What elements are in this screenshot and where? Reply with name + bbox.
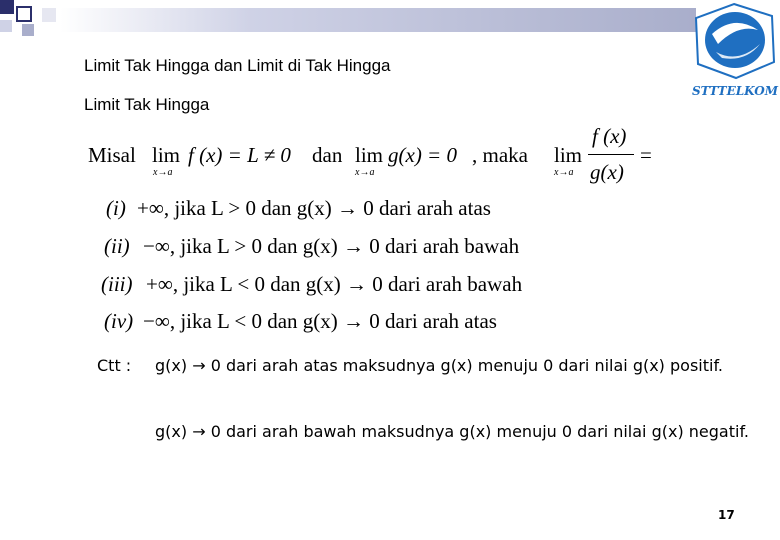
page-title: Limit Tak Hingga dan Limit di Tak Hingga [84, 56, 391, 75]
note-item: g(x) → 0 dari arah atas maksudnya g(x) menuju 0 dari nilai g(x) positif. [155, 356, 724, 375]
formula-frac-num: f (x) [592, 124, 627, 148]
notes-label: Ctt : [97, 356, 132, 375]
logo-text: STTTELKOM [692, 84, 779, 98]
case-text: −∞, jika L < 0 dan g(x) → 0 dari arah atas [143, 309, 497, 333]
decor-square [0, 0, 14, 14]
case-text: +∞, jika L > 0 dan g(x) → 0 dari arah atas [137, 196, 491, 220]
case-label: (iii) [101, 272, 133, 296]
decor-square [42, 8, 56, 22]
case-text: +∞, jika L < 0 dan g(x) → 0 dari arah bawah [146, 272, 523, 296]
sttelkom-logo [688, 0, 780, 104]
formula-gx-0: g(x) = 0 [388, 143, 457, 167]
formula-dan: dan [312, 143, 343, 167]
fraction-line [588, 154, 634, 155]
case-label: (i) [106, 196, 126, 220]
formula-misal: Misal [88, 143, 136, 167]
decor-square [16, 6, 32, 22]
decor-square [22, 24, 34, 36]
decor-square [0, 20, 12, 32]
formula-lim-2: lim [355, 143, 384, 167]
formula-lim-1: lim [152, 143, 181, 167]
page-number: 17 [718, 508, 735, 522]
formula-sub-2: x→a [355, 167, 375, 178]
case-label: (ii) [104, 234, 130, 258]
formula-equals: = [640, 143, 652, 167]
formula-sub-1: x→a [153, 167, 173, 178]
formula-lim-3: lim [554, 143, 583, 167]
formula-maka: , maka [472, 143, 528, 167]
section-subtitle: Limit Tak Hingga [84, 95, 210, 114]
header-bar [60, 8, 696, 32]
formula-frac-den: g(x) [590, 160, 624, 184]
case-text: −∞, jika L > 0 dan g(x) → 0 dari arah bawah [143, 234, 520, 258]
formula-fx-L: f (x) = L ≠ 0 [188, 143, 291, 167]
case-label: (iv) [104, 309, 134, 333]
note-item: g(x) → 0 dari arah bawah maksudnya g(x) menuju 0 dari nilai g(x) negatif. [155, 422, 749, 441]
formula-sub-3: x→a [554, 167, 574, 178]
